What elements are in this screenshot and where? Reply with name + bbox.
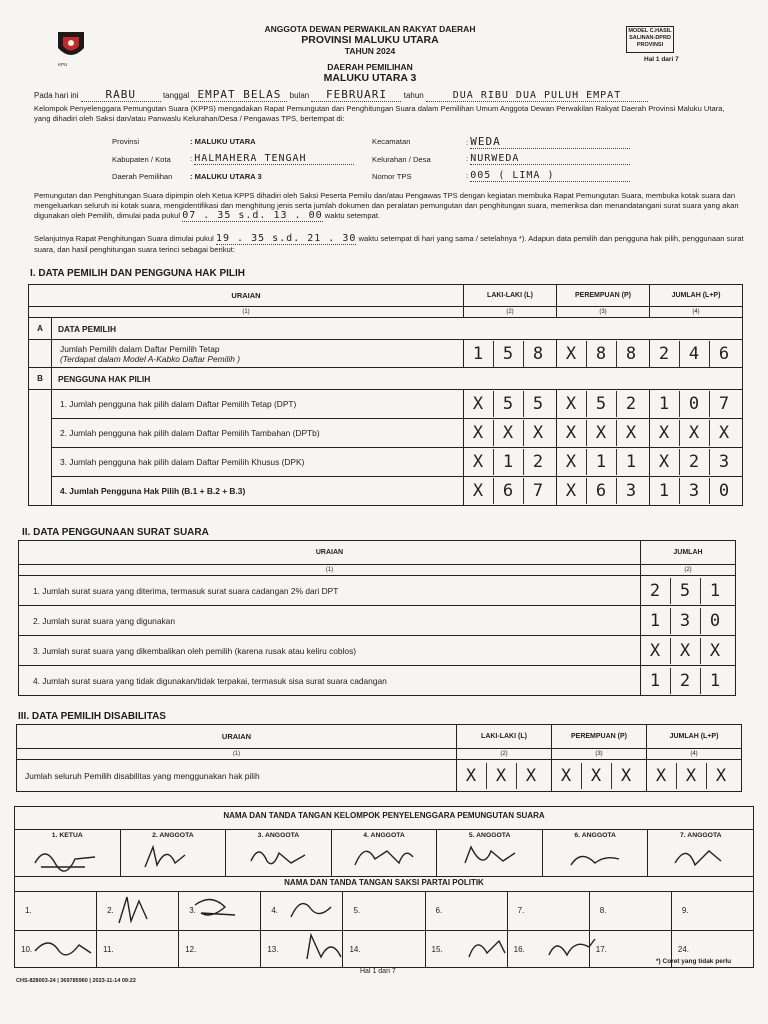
- footer-code: CHS-828003-24 | 369785960 | 2023-11-14 09:22: [16, 978, 136, 984]
- signature-title: NAMA DAN TANDA TANGAN SAKSI PARTAI POLITIK: [284, 878, 484, 887]
- digit: 6: [493, 478, 523, 504]
- row-label: 4. Jumlah Pengguna Hak Pilih (B.1 + B.2 + B.3): [52, 477, 464, 506]
- row-label: 2. Jumlah surat suara yang digunakan: [19, 606, 641, 636]
- digit: 2: [679, 449, 709, 475]
- column-number: (1): [29, 307, 464, 318]
- table-row: [19, 666, 736, 696]
- digit: X: [586, 420, 616, 446]
- field-dapil: : MALUKU UTARA 3: [190, 172, 262, 181]
- section-title: I. DATA PEMILIH DAN PENGGUNA HAK PILIH: [30, 268, 245, 279]
- digit: 2: [649, 580, 662, 601]
- digit: X: [472, 394, 485, 414]
- digit: 7: [709, 391, 739, 417]
- digit: 0: [679, 391, 709, 417]
- digit: 3: [709, 449, 739, 475]
- signature-scribble: [549, 939, 595, 955]
- column-number: (4): [647, 749, 742, 760]
- digit: X: [679, 420, 709, 446]
- paragraph-text: Selanjutnya Rapat Penghitungan Suara dimulai pukul: [34, 234, 214, 243]
- digit: X: [670, 638, 700, 664]
- digit: 3: [679, 478, 709, 504]
- digit: 5: [670, 578, 700, 604]
- table-row: [19, 576, 736, 606]
- digit: X: [706, 763, 736, 789]
- date-line: [34, 88, 648, 102]
- digit: X: [649, 640, 662, 661]
- signature-scribble: [291, 904, 331, 917]
- digit: 5: [493, 341, 523, 367]
- saksi-number: 1.: [25, 906, 32, 915]
- footer-page: Hal 1 dari 7: [360, 968, 396, 975]
- kpu-logo-icon: [54, 28, 88, 64]
- signature-scribble: [469, 941, 505, 957]
- saksi-number: 17.: [595, 945, 607, 954]
- saksi-number: 16.: [513, 945, 525, 954]
- table-row: [29, 390, 743, 419]
- label: Daerah Pemilihan: [112, 172, 173, 181]
- column-number: (1): [17, 749, 457, 760]
- signature-scribble: [195, 899, 235, 915]
- row-group-title: PENGGUNA HAK PILIH: [52, 368, 743, 390]
- digit: X: [472, 452, 485, 472]
- digit: 2: [523, 449, 553, 475]
- table-row: [17, 760, 742, 792]
- logo-caption: KPU: [58, 62, 68, 67]
- digit: X: [465, 765, 478, 786]
- row-label: 1. Jumlah pengguna hak pilih dalam Daftar Pemilih Tetap (DPT): [52, 390, 464, 419]
- page-number: Hal 1 dari 7: [644, 56, 679, 63]
- column-header: LAKI-LAKI (L): [464, 285, 557, 307]
- label: tanggal: [162, 91, 190, 100]
- count-paragraph: [34, 234, 744, 255]
- digit: 8: [616, 341, 646, 367]
- saksi-number: 13.: [267, 945, 279, 954]
- digit: 1: [586, 449, 616, 475]
- saksi-number: 5.: [353, 906, 361, 915]
- row-code: B: [29, 368, 52, 390]
- signature-scribble: [119, 897, 147, 923]
- kpps-role: 4. ANGGOTA: [363, 832, 405, 839]
- table-row: [29, 340, 743, 368]
- field-kabupaten: HALMAHERA TENGAH: [194, 153, 354, 165]
- saksi-number: 12.: [185, 945, 197, 954]
- row-code: A: [29, 318, 52, 340]
- column-number: (2): [464, 307, 557, 318]
- digit: X: [616, 420, 646, 446]
- label: Pada hari ini: [34, 91, 79, 100]
- digit: 1: [493, 449, 523, 475]
- digit: X: [565, 394, 578, 414]
- row-label: [52, 340, 464, 368]
- saksi-number: 11.: [103, 945, 114, 954]
- field-kelurahan: NURWEDA: [470, 153, 630, 165]
- digit: X: [516, 763, 546, 789]
- row-label: 3. Jumlah surat suara yang dikembalikan oleh pemilih (karena rusak atau keliru coblos): [19, 636, 641, 666]
- digit: X: [700, 638, 730, 664]
- signature-scribble: [35, 854, 95, 871]
- intro-paragraph: Kelompok Penyelenggara Pemungutan Suara (KPPS) mengadakan Rapat Pemungutan dan Penghitungan Suara dalam Pemilihan Umum Anggota Dewan Perwakilan Rakyat Daerah Provinsi Maluku Utara, yang dihadiri oleh Saksi dan/atau Panwaslu Kelurahan/Desa / Pengawas TPS, bertempat di:: [34, 104, 725, 123]
- column-header: URAIAN: [17, 725, 457, 749]
- column-header: PEREMPUAN (P): [552, 725, 647, 749]
- signature-scribble: [355, 851, 413, 865]
- field-tanggal: EMPAT BELAS: [191, 88, 287, 102]
- voter-data-table: [28, 284, 743, 506]
- saksi-number: 24.: [677, 945, 689, 954]
- digit: 1: [472, 343, 485, 364]
- saksi-number: 4.: [271, 906, 278, 915]
- header-line: TAHUN 2024: [344, 46, 396, 56]
- label: Kecamatan: [372, 137, 411, 146]
- label: Kelurahan / Desa: [372, 155, 431, 164]
- digit: X: [658, 452, 671, 472]
- table-row: [29, 448, 743, 477]
- disability-table: [16, 724, 742, 792]
- header-line: PROVINSI MALUKU UTARA: [301, 34, 439, 46]
- field-count-time: 19 . 35 s.d. 21 . 30: [215, 233, 357, 244]
- header-line: ANGGOTA DEWAN PERWAKILAN RAKYAT DAERAH: [264, 24, 476, 34]
- saksi-number: 7.: [517, 906, 525, 915]
- saksi-number: 6.: [435, 906, 443, 915]
- row-label: Jumlah seluruh Pemilih disabilitas yang menggunakan hak pilih: [17, 760, 457, 792]
- digit: 7: [523, 478, 553, 504]
- digit: 3: [616, 478, 646, 504]
- table-row: [29, 477, 743, 506]
- saksi-number: 8.: [599, 906, 607, 915]
- digit: 0: [700, 608, 730, 634]
- digit: 0: [709, 478, 739, 504]
- column-header: URAIAN: [19, 541, 641, 565]
- paragraph-text: Pemungutan dan Penghitungan Suara dipimpin oleh Ketua KPPS dihadiri oleh Saksi Peserta Pemilu dan/atau Pengawas TPS dengan kegiatan membuka Rapat Pemungutan Suara, membuka kotak suara dan mengeluarkan seluruh isi kotak suara, mengidentifikasi dan menghitung jenis serta jumlah dokumen dan peralatan pemungutan dan penghitungan suara, memeriksa dan menandatangani surat suara yang akan digunakan oleh Pemilih, dimulai pada pukul: [34, 191, 739, 220]
- column-header: JUMLAH (L+P): [650, 285, 743, 307]
- row-label: 1. Jumlah surat suara yang diterima, termasuk surat suara cadangan 2% dari DPT: [19, 576, 641, 606]
- digit: X: [709, 420, 739, 446]
- signature-scribble: [35, 943, 91, 955]
- field-start-time: 07 . 35 s.d. 13 . 00: [182, 210, 323, 221]
- row-label-sub: (Terdapat dalam Model A-Kabko Daftar Pemilih ): [60, 353, 240, 364]
- table-row: [29, 419, 743, 448]
- signature-scribble: [251, 852, 305, 864]
- digit: 1: [616, 449, 646, 475]
- row-label: 2. Jumlah pengguna hak pilih dalam Daftar Pemilih Tambahan (DPTb): [52, 419, 464, 448]
- digit: X: [676, 763, 706, 789]
- model-line: PROVINSI: [636, 42, 664, 48]
- digit: X: [581, 763, 611, 789]
- digit: X: [493, 420, 523, 446]
- digit: X: [486, 763, 516, 789]
- digit: 1: [649, 670, 662, 691]
- saksi-signatures: [15, 891, 753, 967]
- digit: 6: [586, 478, 616, 504]
- column-header: URAIAN: [29, 285, 464, 307]
- digit: X: [655, 765, 668, 786]
- digit: 5: [523, 391, 553, 417]
- row-label-text: Jumlah Pemilih dalam Daftar Pemilih Tetap: [60, 343, 220, 354]
- kpps-role: 7. ANGGOTA: [679, 832, 722, 839]
- digit: X: [565, 343, 578, 364]
- field-tps: 005 ( LIMA ): [470, 170, 630, 182]
- signature-scribble: [145, 847, 185, 867]
- signature-scribble: [675, 851, 721, 865]
- procedure-paragraph: [34, 191, 744, 222]
- paragraph-text: waktu setempat.: [324, 211, 381, 220]
- model-line: MODEL C.HASIL: [628, 28, 672, 34]
- label: tahun: [403, 91, 424, 100]
- digit: 2: [670, 668, 700, 694]
- digit: X: [565, 452, 578, 472]
- digit: X: [611, 763, 641, 789]
- table-row: [19, 636, 736, 666]
- column-number: (2): [457, 749, 552, 760]
- label: Provinsi: [112, 137, 140, 146]
- field-hari: RABU: [81, 88, 161, 102]
- kpps-role: 1. KETUA: [51, 832, 83, 839]
- ballot-usage-table: [18, 540, 736, 696]
- section-title: II. DATA PENGGUNAAN SURAT SUARA: [22, 527, 209, 538]
- header-line: MALUKU UTARA 3: [323, 72, 417, 84]
- section-title: III. DATA PEMILIH DISABILITAS: [18, 711, 166, 722]
- label: Nomor TPS: [372, 172, 412, 181]
- digit: 8: [523, 341, 553, 367]
- paragraph-text: waktu setempat di hari yang sama / setelahnya *). Adapun data pemilih dan pengguna hak pilih, penggunaan surat suara, dan hasil penghitungan suara terinci sebagai berikut:: [34, 234, 744, 254]
- row-label: 3. Jumlah pengguna hak pilih dalam Daftar Pemilih Khusus (DPK): [52, 448, 464, 477]
- column-number: (4): [650, 307, 743, 318]
- digit: X: [565, 423, 578, 443]
- model-badge: [626, 26, 674, 53]
- saksi-number: 9.: [681, 906, 689, 915]
- digit: X: [658, 423, 671, 443]
- model-line: SALINAN-DPRD: [629, 35, 671, 41]
- digit: 6: [709, 341, 739, 367]
- digit: 1: [700, 668, 730, 694]
- digit: 2: [658, 343, 671, 364]
- saksi-number: 14.: [349, 945, 361, 954]
- digit: X: [565, 481, 578, 501]
- saksi-number: 3.: [189, 906, 196, 915]
- digit: 1: [658, 481, 671, 501]
- digit: 8: [586, 341, 616, 367]
- saksi-number: 2.: [107, 906, 114, 915]
- column-header: LAKI-LAKI (L): [457, 725, 552, 749]
- column-number: (3): [552, 749, 647, 760]
- header-line: DAERAH PEMILIHAN: [327, 62, 413, 72]
- digit: 1: [658, 394, 671, 414]
- digit: 5: [586, 391, 616, 417]
- signature-scribble: [571, 856, 619, 865]
- kpps-role: 5. ANGGOTA: [468, 832, 511, 839]
- kpps-role: 2. ANGGOTA: [152, 832, 194, 839]
- document-page: KPU ANGGOTA DEWAN PERWAKILAN RAKYAT DAERAH PROVINSI MALUKU UTARA TAHUN 2024 DAERAH PEMILIHAN MALUKU UTARA 3 MODEL C.HASIL SALINAN-DPRD PROVINSI Hal 1 dari 7 Pada hari ini RABU tanggal EMPAT BELAS bulan FEBRUARI tahun DUA RIBU DUA PULUH EMPAT Kelompok Penyelenggara Pemungutan Suara (KPPS) mengadakan Rapat Pemungutan dan Penghitungan Suara dalam Pemilihan Umum Anggota Dewan Perwakilan Rakyat Daerah Provinsi Maluku Utara, yang dihadiri oleh Saksi dan/atau Panwaslu Kelurahan/Desa / Pengawas TPS, bertempat di: Provinsi : MALUKU UTARA Kabupaten / Kota : HALMAHERA TENGAH Daerah Pemilihan : MALUKU UTARA 3 Kecamatan : WEDA Kelurahan / Desa : NURWEDA Nomor TPS : 005 ( LIMA ) Pemungutan dan Penghitungan Suara dipimpin oleh Ketua KPPS dihadiri oleh Saksi Peserta Pemilu dan/atau Pengawas TPS dengan kegiatan membuka Rapat Pemungutan Suara, membuka kotak suara dan mengeluarkan seluruh isi kotak suara, mengidentifikasi dan menghitung jenis serta jumlah dokumen dan peralatan pemungutan dan penghitungan suara, memeriksa dan menandatangani surat suara yang akan digunakan oleh Pemilih, dimulai pada pukul 07 . 35 s.d. 13 . 00 waktu setempat. Selanjutnya Rapat Penghitungan Suara dimulai pukul 19 . 35 s.d. 21 . 30 waktu setempat di hari yang sama / setelahnya *). Adapun data pemilih dan pengguna hak pilih, penggunaan surat suara, dan hasil penghitungan suara terinci sebagai berikut: I. DATA PEMILIH DAN PENGGUNA HAK PILIH URAIAN LAKI-LAKI (L) PEREMPUAN (P) JUMLAH (L+P) (1) (2) (3) (4) A DATA PEMILIH Jumlah Pemilih dalam Daftar Pemilih Tetap (Terdapat dalam Model A-Kabko Daftar Pemilih ) 1 5 8 X 8 8 2 4 6 B PENGGUNA HAK PILIH 1. Jumlah pengguna hak pilih dalam Daftar Pemilih Tetap (DPT) X 5 5 X 5 2 1 0 7 2. Jumlah pengguna hak pilih dalam Daftar Pemilih Tambahan (DPTb) X X X X X X X X X 3. Jumlah pengguna hak pilih dalam Daftar Pemilih Khusus (DPK) X 1 2 X 1 1 X 2 3 4. Jumlah Pengguna Hak Pilih (B.1 + B.2 + B.3) X 6 7 X 6 3 1 3 0 II. DATA PENGGUNAAN SURAT SUARA URAIAN JUMLAH (1) (2) 1. Jumlah surat suara yang diterima, termasuk surat suara cadangan 2% dari DPT 2 5 1 2. Jumlah surat suara yang digunakan 1 3 0 3. Jumlah surat suara yang dikembalikan oleh pemilih (karena rusak atau keliru coblos) X X X 4. Jumlah surat suara yang tidak digunakan/tidak terpakai, termasuk sisa surat suara cadangan 1 2 1 III. DATA PEMILIH DISABILITAS URAIAN LAKI-LAKI (L) PEREMPUAN (P) JUMLAH (L+P) (1) (2) (3) (4) Jumlah seluruh Pemilih disabilitas yang menggunakan hak pilih X X X X X X X X X NAMA DAN TANDA TANGAN KELOMPOK PENYELENGGARA PEMUNGUTAN SUARA 1. KETUA 2. ANGGOTA 3. ANGGOTA 4. ANGGOTA 5. ANGGOTA 6. ANGGOTA 7. ANGGOTA NAMA DAN TANDA TANGAN SAKSI PARTAI POLITIK 1. 2. 3. 4. 5. 6. 7. 8. 9. 10. 11. 12. 13. 14. 15. 16. 17. 24. Hal 1 dari 7 *) Coret yang tidak perlu CHS-828003-24 | 369785960 | 2023-11-14 09:22: [0, 0, 768, 1024]
- digit: 3: [670, 608, 700, 634]
- column-header: JUMLAH: [641, 541, 736, 565]
- field-provinsi: : MALUKU UTARA: [190, 137, 256, 146]
- digit: 1: [649, 610, 662, 631]
- digit: X: [472, 423, 485, 443]
- signature-block: [14, 806, 754, 968]
- digit: X: [472, 481, 485, 501]
- row-label: 4. Jumlah surat suara yang tidak digunakan/tidak terpakai, termasuk sisa surat suara cadangan: [19, 666, 641, 696]
- signature-scribble: [465, 847, 515, 863]
- saksi-number: 10.: [21, 945, 33, 954]
- column-header: PEREMPUAN (P): [557, 285, 650, 307]
- column-number: (2): [641, 565, 736, 576]
- field-bulan: FEBRUARI: [311, 88, 401, 102]
- digit: 5: [493, 391, 523, 417]
- signature-title: NAMA DAN TANDA TANGAN KELOMPOK PENYELENGGARA PEMUNGUTAN SUARA: [223, 811, 545, 820]
- field-tahun: DUA RIBU DUA PULUH EMPAT: [426, 90, 648, 102]
- label: Kabupaten / Kota: [112, 155, 171, 164]
- kpps-role: 6. ANGGOTA: [574, 832, 616, 839]
- digit: X: [560, 765, 573, 786]
- column-header: JUMLAH (L+P): [647, 725, 742, 749]
- digit: 4: [679, 341, 709, 367]
- saksi-number: 15.: [431, 945, 443, 954]
- column-number: (3): [557, 307, 650, 318]
- row-group-title: DATA PEMILIH: [52, 318, 743, 340]
- document-header: [200, 24, 540, 84]
- footer-note: *) Coret yang tidak perlu: [656, 958, 732, 965]
- column-number: (1): [19, 565, 641, 576]
- kpps-signatures: [15, 841, 753, 875]
- signature-scribble: [307, 935, 341, 959]
- kpps-role: 3. ANGGOTA: [257, 832, 300, 839]
- field-kecamatan: WEDA: [470, 135, 630, 149]
- table-row: [19, 606, 736, 636]
- digit: X: [523, 420, 553, 446]
- label: bulan: [289, 91, 310, 100]
- digit: 2: [616, 391, 646, 417]
- digit: 1: [700, 578, 730, 604]
